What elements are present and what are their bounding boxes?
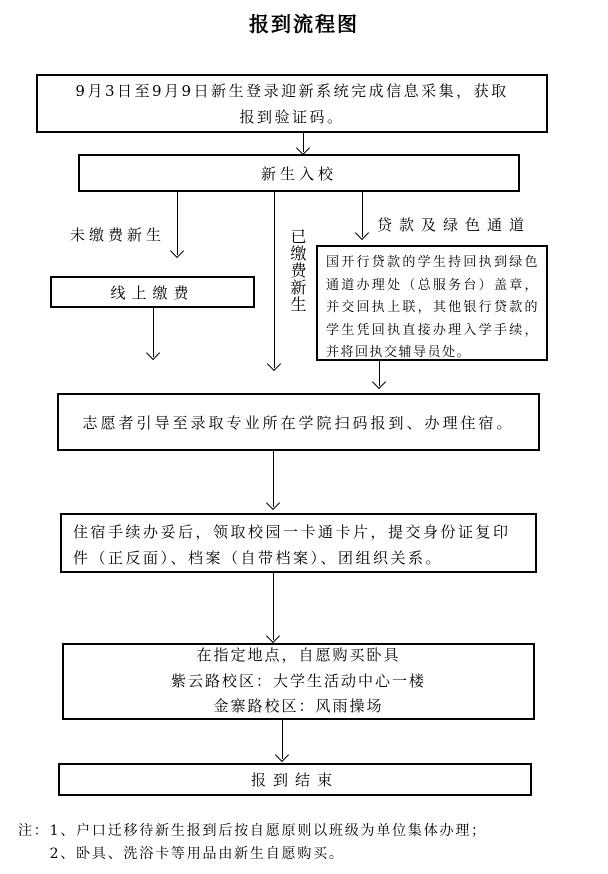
flow-box-campus-card [60,513,537,573]
online-payment-label: 线上缴费 [110,283,195,302]
arrow-online-payment-down [153,308,154,357]
flow-box-end [58,763,532,796]
arrow-branch-paid [274,192,275,368]
bedding-line-2: 紫云路校区：大学生活动中心一楼 [170,671,426,690]
arrow-info-to-entry [303,133,304,152]
flow-box-bedding [62,643,535,720]
flow-box-college-checkin [57,393,540,451]
info-line-2: 报到验证码。 [239,107,345,126]
branch-label-unpaid: 未缴费新生 [70,226,166,244]
footnote-prefix: 注： [18,823,50,839]
end-label: 报到结束 [250,771,339,789]
branch-label-paid: 已缴费新生 [288,228,307,313]
entry-label: 新生入校 [260,164,337,183]
footnote-line-2: 2、卧具、洗浴卡等用品由新生自愿购买。 [49,846,345,862]
arrow-loan-down [379,361,380,386]
arrow-card-down [273,573,274,640]
footnotes [18,820,487,866]
bedding-line-1: 在指定地点，自愿购买卧具 [196,646,401,665]
info-line-1: 9月3日至9月9日新生登录迎新系统完成信息采集，获取 [75,81,509,100]
arrow-bedding-down [282,720,283,759]
flow-box-online-payment [50,276,255,308]
flow-box-info [36,74,548,133]
flow-box-loan-detail [316,245,548,361]
college-checkin-text: 志愿者引导至录取专业所在学院扫码报到、办理住宿。 [82,413,515,432]
arrow-checkin-down [273,451,274,507]
branch-label-loan: 贷款及绿色通道 [377,216,532,234]
flow-box-entry [78,154,520,192]
bedding-line-3: 金寨路校区：风雨操场 [213,697,384,716]
campus-card-text: 住宿手续办妥后，领取校园一卡通卡片，提交身份证复印件（正反面）、档案（自带档案）、团组织关系。 [73,523,511,567]
arrow-branch-unpaid [177,192,178,255]
page-title: 报到流程图 [249,14,359,36]
arrow-branch-loan [362,192,363,237]
loan-detail-text: 国开行贷款的学生持回执到绿色通道办理处（总服务台）盖章，并交回执上联，其他银行贷款的学生凭回执直接办理入学手续，并将回执交辅导员处。 [326,255,539,360]
footnote-line-1: 1、户口迁移待新生报到后按自愿原则以班级为单位集体办理； [49,823,487,839]
